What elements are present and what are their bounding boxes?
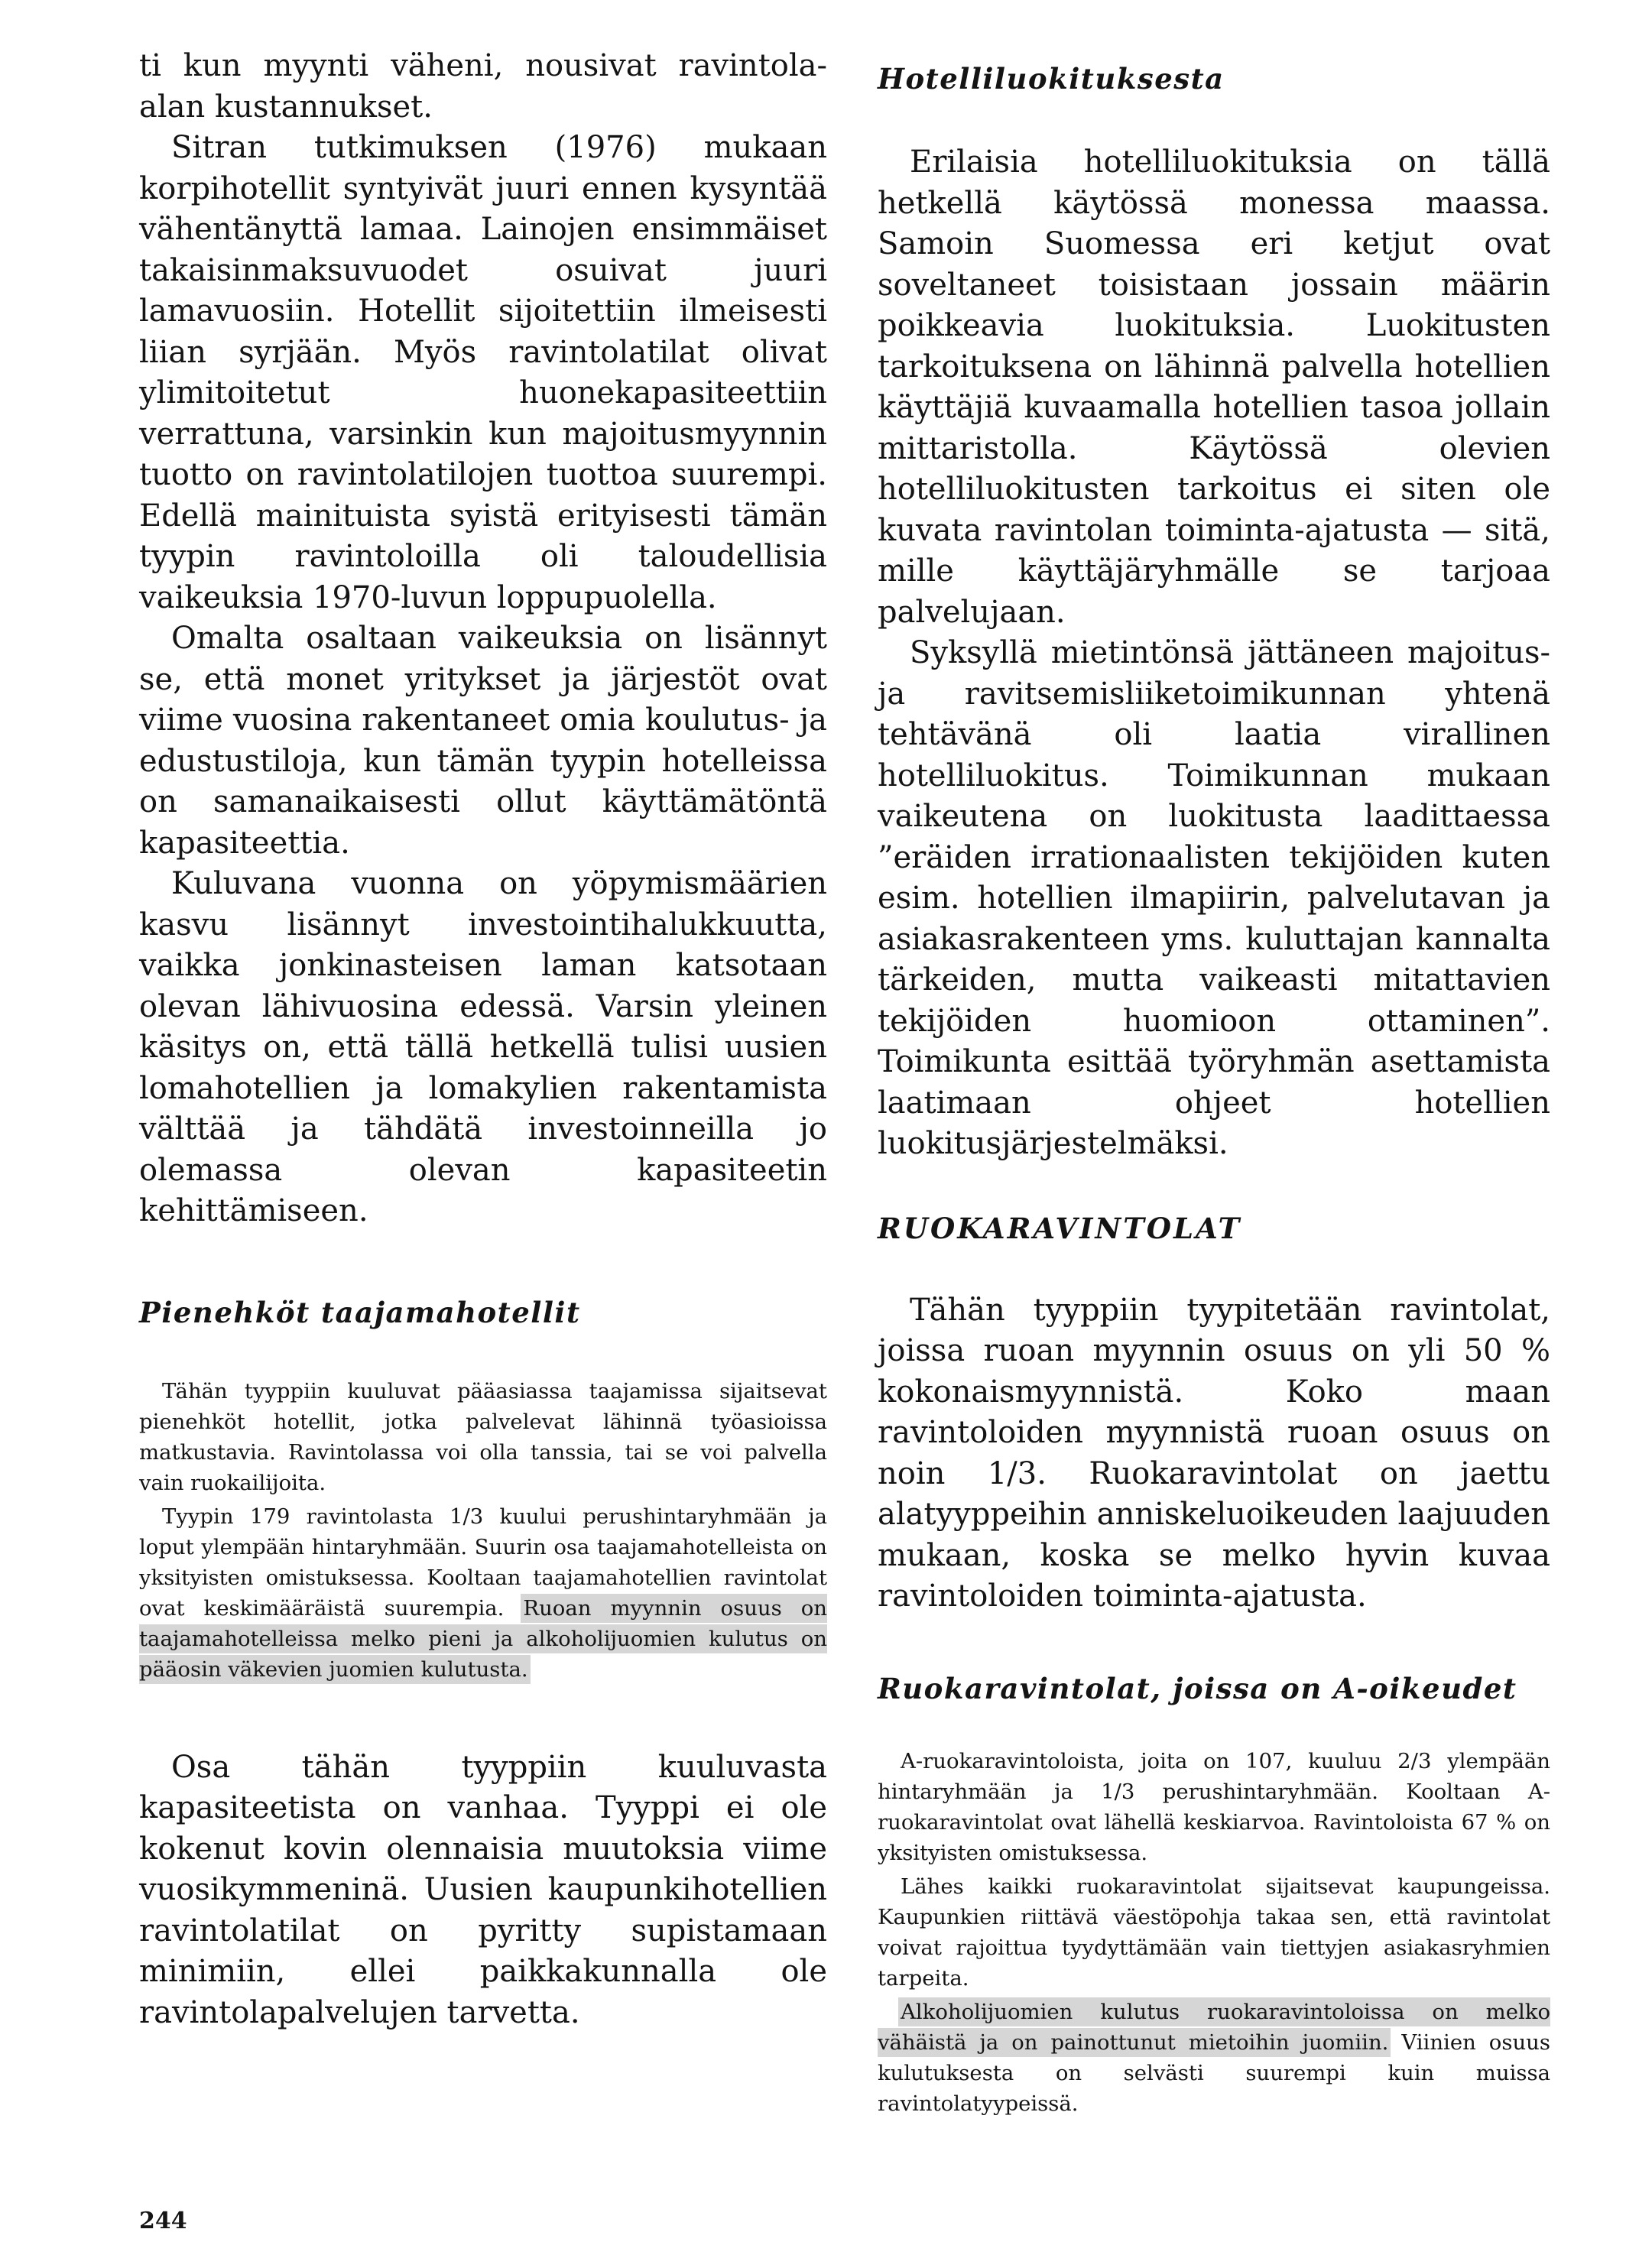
paragraph: Syksyllä mietintönsä jättäneen majoitus- ja ravitsemisliiketoimikunnan yhtenä tehtävänä oli laatia virallinen hotelliluokitus. Toimikunnan mukaan vaikeutena on luokitusta laadittaessa ”eräiden irrationaalisten tekijöiden kuten esim. hotellien ilmapiirin, palvelutavan ja asiakasrakenteen yms. kuluttajan kannalta tärkeiden, mutta vaikeasti mitattavien tekijöiden huomioon ottaminen”. Toimikunta esittää työryhmän asettamista laatimaan ohjeet hotellien luokitusjärjestelmäksi. bbox=[878, 635, 1550, 1161]
paragraph: Kuluvana vuonna on yöpymismäärien kasvu lisännyt investointihalukkuutta, vaikka jonkinasteisen laman katsotaan olevan lähivuosina edessä. Varsin yleinen käsitys on, että tällä hetkellä tulisi uusien lomahotellien ja lomakylien rakentamista välttää ja tähdätä investoinneilla jo olemassa olevan kapasiteetin kehittämiseen. bbox=[139, 866, 827, 1228]
paragraph-text: Tyypin 179 ravintolasta 1/3 kuului perushintaryhmään ja loput ylempään hintaryhmään. Suurin osa taajamahotelleista on yksityisten omistuksessa. Kooltaan taajamahotellien ravintolat ovat keskimääräistä suurempia. bbox=[139, 1504, 827, 1621]
section-heading: RUOKARAVINTOLAT bbox=[878, 1211, 1242, 1245]
paragraph: Tähän tyyppiin tyypitetään ravintolat, joissa ruoan myynnin osuus on yli 50 % kokonaismyynnistä. Koko maan ravintoloiden myynnistä ruoan osuus on noin 1/3. Ruokaravintolat on jaettu alatyyppeihin anniskeluoikeuden laajuuden mukaan, koska se melko hyvin kuvaa ravintoloiden toiminta-ajatusta. bbox=[878, 1292, 1550, 1614]
paragraph-text: Viinien osuus kulutuksesta on selvästi suurempi kuin muissa ravintolatyypeissä. bbox=[878, 2030, 1550, 2116]
section-heading: Ruokaravintolat, joissa on A-oikeudet bbox=[878, 1671, 1517, 1705]
paragraph: ti kun myynti väheni, nousivat ravintola-alan kustannukset. bbox=[139, 48, 827, 125]
small-paragraph: A-ruokaravintoloista, joita on 107, kuuluu 2/3 ylempään hintaryhmään ja 1/3 perushintaryhmään. Kooltaan A-ruokaravintolat ovat lähellä keskiarvoa. Ravintoloista 67 % on yksityisten omistuksessa. bbox=[878, 1748, 1550, 1865]
highlighted-text: Alkoholijuomien kulutus ruokaravintoloissa on melko vähäistä ja on painottunut mietoihin juomiin. bbox=[878, 1999, 1550, 2055]
paragraph: Sitran tutkimuksen (1976) mukaan korpihotellit syntyivät juuri ennen kysyntää vähentänyttä lamaa. Lainojen ensimmäiset takaisinmaksuvuodet osuivat juuri lamavuosiin. Hotellit sijoitettiin ilmeisesti liian syrjään. Myös ravintolatilat olivat ylimitoitetut huonekapasiteettiin verrattuna, varsinkin kun majoitusmyynnin tuotto on ravintolatilojen tuottoa suurempi. Edellä mainituista syistä erityisesti tämän tyypin ravintoloilla oli taloudellisia vaikeuksia 1970-luvun loppupuolella. bbox=[139, 130, 827, 615]
section-heading: Hotelliluokituksesta bbox=[878, 62, 1225, 96]
section-heading: Pienehköt taajamahotellit bbox=[139, 1295, 581, 1329]
page-number: 244 bbox=[139, 2208, 187, 2234]
small-paragraph: Lähes kaikki ruokaravintolat sijaitsevat kaupungeissa. Kaupunkien riittävä väestöpohja takaa sen, että ravintolat voivat rajoittua tyydyttämään vain tiettyjen asiakasryhmien tarpeita. bbox=[878, 1874, 1550, 1991]
highlighted-text: Ruoan myynnin osuus on taajamahotelleissa melko pieni ja alkoholijuomien kulutus on pääosin väkevien juomien kulutusta. bbox=[139, 1595, 827, 1682]
left-column bbox=[139, 46, 827, 2033]
right-column bbox=[878, 46, 1550, 2119]
small-paragraph bbox=[878, 1997, 1550, 2119]
paragraph: Osa tähän tyyppiin kuuluvasta kapasiteetista on vanhaa. Tyyppi ei ole kokenut kovin olennaisia muutoksia viime vuosikymmeninä. Uusien kaupunkihotellien ravintolatilat on pyritty supistamaan minimiin, ellei paikkakunnalla ole ravintolapalvelujen tarvetta. bbox=[139, 1749, 827, 2030]
paragraph: Erilaisia hotelliluokituksia on tällä hetkellä käytössä monessa maassa. Samoin Suomessa eri ketjut ovat soveltaneet toisistaan jossain määrin poikkeavia luokituksia. Luokitusten tarkoituksena on lähinnä palvella hotellien käyttäjiä kuvaamalla hotellien tasoa jollain mittaristolla. Käytössä olevien hotelliluokitusten tarkoitus ei siten ole kuvata ravintolan toiminta-ajatusta — sitä, mille käyttäjäryhmälle se tarjoaa palvelujaan. bbox=[878, 144, 1550, 630]
small-paragraph bbox=[139, 1501, 827, 1685]
small-paragraph: Tähän tyyppiin kuuluvat pääasiassa taajamissa sijaitsevat pienehköt hotellit, jotka palvelevat lähinnä työasioissa matkustavia. Ravintolassa voi olla tanssia, tai se voi palvella vain ruokailijoita. bbox=[139, 1378, 827, 1495]
paragraph: Omalta osaltaan vaikeuksia on lisännyt se, että monet yritykset ja järjestöt ovat viime vuosina rakentaneet omia koulutus- ja edustustiloja, kun tämän tyypin hotelleissa on samanaikaisesti ollut käyttämätöntä kapasiteettia. bbox=[139, 621, 827, 861]
